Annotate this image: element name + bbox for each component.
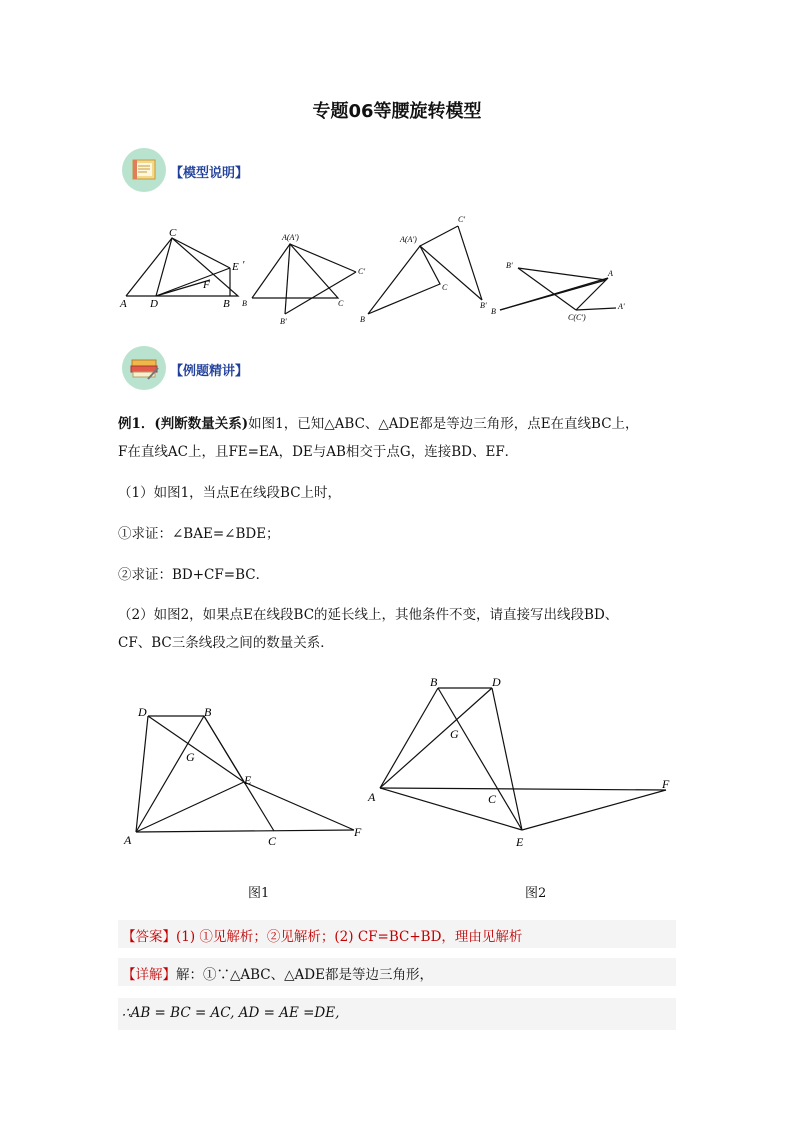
label-c-prime: C' (358, 267, 366, 276)
equation-text: ∴AB = BC = AC, AD = AE =DE, (122, 1005, 340, 1021)
example-line-2: F在直线AC上，且FE=EA，DE与AB相交于点G，连接BD、EF． (118, 444, 519, 460)
answer-row (122, 925, 522, 945)
example-statement: 如图1，已知△ABC、△ADE都是等边三角形，点E在直线BC上， (248, 416, 639, 432)
label-b: B (491, 307, 496, 316)
label-g: G (450, 727, 459, 741)
figure-1-caption: 图1 (248, 886, 270, 901)
label-c: C (488, 792, 497, 806)
label-a: A (608, 269, 613, 278)
answer-band (118, 920, 676, 948)
label-c: C (442, 283, 448, 292)
label-b: B (223, 298, 230, 310)
figure-1 (118, 700, 378, 860)
label-b: B (242, 299, 247, 308)
label-c: C (169, 227, 177, 239)
label-e: E (244, 773, 252, 787)
label-b-prime: B' (280, 317, 287, 326)
label-a: A (124, 833, 132, 847)
label-f: F (662, 777, 670, 791)
label-f: F (354, 825, 362, 839)
model-figures (110, 210, 640, 330)
label-c-c: C(C') (568, 313, 586, 322)
question-1: （1）如图1，当点E在线段BC上时， (118, 485, 342, 501)
figure-2-caption: 图2 (525, 886, 547, 901)
question-2-line-1: （2）如图2，如果点E在线段BC的延长线上，其他条件不变，请直接写出线段BD、 (118, 607, 619, 623)
label-e: E (232, 261, 239, 273)
section-label-examples: 【例题精讲】 (170, 364, 249, 379)
answer-text: (1) ①见解析；②见解析；(2) CF=BC+BD，理由见解析 (176, 929, 523, 945)
label-e: E (516, 835, 524, 849)
label-a-a: A(A') (282, 233, 299, 242)
label-f: F (203, 279, 210, 291)
equation-band (118, 998, 676, 1030)
label-a: A (368, 790, 376, 804)
example-heading: 例1．(判断数量关系) (118, 416, 249, 432)
label-a-prime: A' (618, 302, 625, 311)
label-d: D (150, 298, 158, 310)
figure-2 (366, 672, 686, 852)
example-line-1 (118, 414, 678, 434)
detail-band (118, 958, 676, 986)
label-g: G (186, 750, 195, 764)
label-b-prime: B' (506, 261, 513, 270)
section-label-model: 【模型说明】 (170, 166, 249, 181)
label-c-prime: C' (458, 215, 466, 224)
label-d: D (138, 705, 147, 719)
detail-label: 【详解】 (122, 967, 176, 983)
page-title: 专题06等腰旋转模型 (312, 101, 482, 122)
label-a: A (120, 298, 127, 310)
question-1b: ②求证：BD+CF=BC． (118, 567, 270, 583)
label-d: D (492, 675, 501, 689)
label-e-prime: ' (242, 259, 245, 271)
label-b: B (430, 675, 438, 689)
label-c: C (268, 834, 277, 848)
detail-row (122, 963, 433, 983)
notebook-icon (122, 148, 166, 192)
label-b-prime: B' (480, 301, 487, 310)
label-b: B (360, 315, 365, 324)
book-icon (122, 346, 166, 390)
question-1a: ①求证：∠BAE=∠BDE； (118, 526, 280, 542)
question-2-line-2: CF、BC三条线段之间的数量关系． (118, 635, 334, 651)
answer-label: 【答案】 (122, 929, 176, 945)
label-a-a: A(A') (400, 235, 417, 244)
label-c: C (338, 299, 344, 308)
detail-text: 解：①∵△ABC、△ADE都是等边三角形， (176, 967, 433, 983)
label-b: B (204, 705, 212, 719)
